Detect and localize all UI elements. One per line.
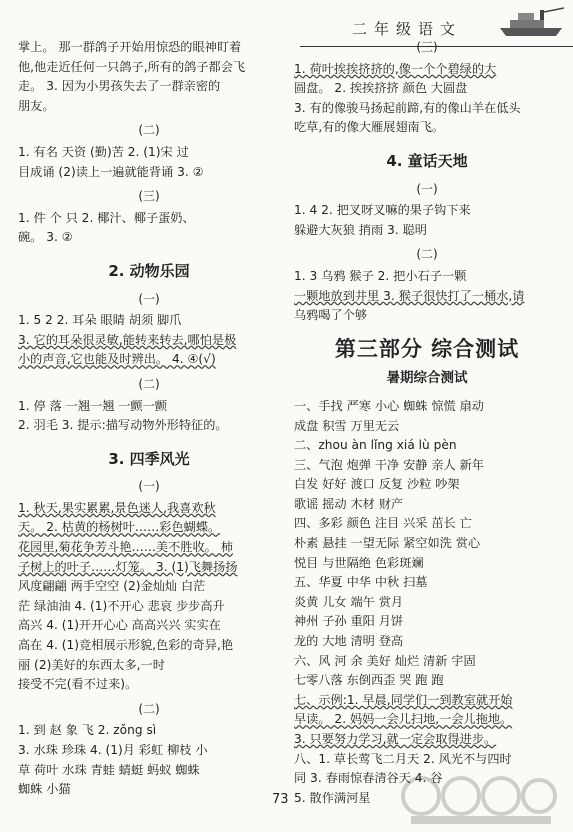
text-line: 同 3. 春雨惊春清谷天 4. 谷 — [294, 771, 443, 786]
text-line: 1. 到 赵 象 飞 2. zǒng sì — [18, 723, 157, 738]
subsection-label: (二) — [416, 247, 438, 262]
text-line: 高在 4. (1)竞相展示形貌,色彩的奇异,艳 — [18, 638, 234, 653]
text-line: 小的声音,它也能及时辨出。 4. ④(√) — [18, 352, 216, 367]
text-line: 接受不完(看不过来)。 — [18, 677, 138, 692]
text-line: 圆盘。 2. 挨挨挤挤 颜色 大圆盘 — [294, 81, 468, 96]
text-line: 3. 它的耳朵很灵敏,能转来转去,哪怕是极 — [18, 332, 237, 347]
text-line: 四、多彩 颜色 注目 兴采 茁长 亡 — [294, 516, 472, 531]
text-line: 5. 散作满河星 — [294, 790, 371, 805]
section-heading: 4. 童话天地 — [386, 151, 468, 170]
text-line: 1. 秋天,果实累累,景色迷人,我喜欢秋 — [18, 500, 216, 515]
matching-row: 龙的 大地 清明 登高 — [294, 634, 404, 649]
text-line: 3. 只要努力学习,就一定会取得进步。 — [294, 732, 497, 746]
section-1-part-a — [18, 38, 280, 116]
text-line: 白发 好好 渡口 反复 沙粒 吵架 — [294, 477, 460, 492]
text-line: 1. 荷叶挨挨挤挤的,像一个个碧绿的大 — [294, 61, 497, 76]
part-heading: 第三部分 综合测试 — [334, 336, 520, 361]
subsection-label: (一) — [416, 181, 438, 196]
right-column — [294, 38, 560, 808]
text-line: 朴素 悬挂 一望无际 紧空如洗 赏心 — [294, 536, 481, 551]
subsection-label: (二) — [138, 376, 160, 391]
text-line: 1. 4 2. 把叉呀叉嘛的果子钩下来 — [294, 203, 471, 218]
text-line: 躲避大灰狼 捎雨 3. 聪明 — [294, 222, 427, 237]
text-line: 早读。 2. 妈妈一会儿扫地,一会儿拖地。 — [294, 712, 513, 727]
text-line: 3. 水珠 珍珠 4. (1)月 彩虹 柳枝 小 — [18, 743, 208, 757]
left-column — [18, 38, 280, 800]
section-heading: 2. 动物乐园 — [108, 261, 190, 280]
text-line: 茫 绿油油 4. (1)不开心 悲哀 步步高升 — [18, 598, 225, 613]
text-line: 朋友。 — [18, 98, 55, 113]
text-line: 六、风 河 余 美好 灿烂 清新 宇固 — [294, 653, 476, 668]
test-heading: 暑期综合测试 — [386, 370, 468, 387]
subsection-label: (三) — [416, 40, 438, 54]
watermark-logo — [391, 772, 561, 828]
matching-row: 炎黄 儿女 端午 赏月 — [294, 594, 404, 609]
text-line: 1. 5 2 2. 耳朵 眼睛 胡须 脚爪 — [18, 313, 182, 328]
text-line: 走。 3. 因为小男孩失去了一群亲密的 — [18, 79, 221, 94]
matching-row: 神州 子孙 重阳 月饼 — [294, 614, 404, 629]
text-line: 他,他走近任何一只鸽子,所有的鸽子都会飞 — [18, 59, 246, 74]
subsection-label: (二) — [138, 701, 160, 716]
text-line: 1. 有名 天资 (勤)苦 2. (1)宋 过 — [18, 144, 189, 159]
text-line: 一、手找 严寒 小心 蜘蛛 惊慌 扇动 — [294, 398, 484, 413]
text-line: 歌谣 摇动 木材 财产 — [294, 496, 404, 511]
text-line: 丽 (2)美好的东西太多,一时 — [18, 657, 165, 672]
text-line: 一颗地放到井里 3. 猴子很快打了一桶水,请 — [294, 288, 525, 303]
text-line: 八、1. 草长莺飞二月天 2. 风光不与四时 — [294, 751, 512, 766]
text-line: 吃草,有的像大雁展翅南飞。 — [294, 120, 445, 135]
text-line: 花园里,菊花争芳斗艳……美不胜收。 柿 — [18, 540, 233, 555]
text-line: 蜘蛛 小猫 — [18, 782, 71, 797]
matching-row: 五、华夏 中华 中秋 扫墓 — [294, 575, 428, 590]
text-line: 1. 3 乌鸦 猴子 2. 把小石子一颗 — [294, 268, 467, 283]
text-line: 碗。 3. ② — [18, 230, 73, 245]
header-title: 二年级语文 — [352, 20, 463, 38]
subsection-label: (二) — [138, 123, 160, 138]
text-line: 悦目 与世隔绝 色彩斑斓 — [294, 555, 424, 570]
text-line: 1. 停 落 一翘一翘 一颤一颤 — [18, 398, 167, 413]
subsection-label: (三) — [138, 189, 160, 204]
text-line: 高兴 4. (1)开开心心 高高兴兴 实实在 — [18, 618, 221, 633]
text-line: 二、zhou àn lǐng xiá lù pèn — [294, 438, 457, 453]
text-line: 乌鸦喝了个够 — [294, 308, 368, 323]
subsection-label: (一) — [138, 479, 160, 494]
section-1-part-b — [18, 143, 280, 248]
text-line: 七、示例:1. 早晨,同学们一到教室就开始 — [294, 692, 513, 707]
section-heading: 3. 四季风光 — [108, 449, 190, 468]
text-line: 七零八落 东倒西歪 哭 跑 跑 — [294, 673, 444, 688]
text-line: 三、气泡 炮弹 干净 安静 亲人 新年 — [294, 457, 484, 472]
text-line: 成盘 积雪 万里无云 — [294, 418, 400, 433]
text-line: 目成诵 (2)读上一遍就能背诵 3. ② — [18, 164, 204, 179]
page-number: 73 — [272, 792, 289, 807]
text-line: 1. 件 个 只 2. 椰汁、椰子蛋奶、 — [18, 210, 195, 225]
text-line: 风度翩翩 两手空空 (2)金灿灿 白茫 — [18, 579, 206, 594]
text-line: 草 荷叶 水珠 青蛙 蜻蜓 蚂蚁 蜘蛛 — [18, 762, 200, 777]
text-line: 天。 2. 枯黄的杨树叶……彩色蝴蝶。 — [18, 520, 221, 535]
text-line: 3. 有的像骏马扬起前蹄,有的像山羊在低头 — [294, 100, 521, 115]
subsection-label: (一) — [138, 291, 160, 306]
ship-icon — [496, 6, 570, 38]
text-line: 子树上的叶子……灯笼。 3. (1)飞舞扬扬 — [18, 559, 238, 574]
text-line: 掌上。 那一群鸽子开始用惊恐的眼神盯着 — [18, 40, 242, 54]
text-line: 2. 羽毛 3. 提示:描写动物外形特征的。 — [18, 418, 228, 433]
